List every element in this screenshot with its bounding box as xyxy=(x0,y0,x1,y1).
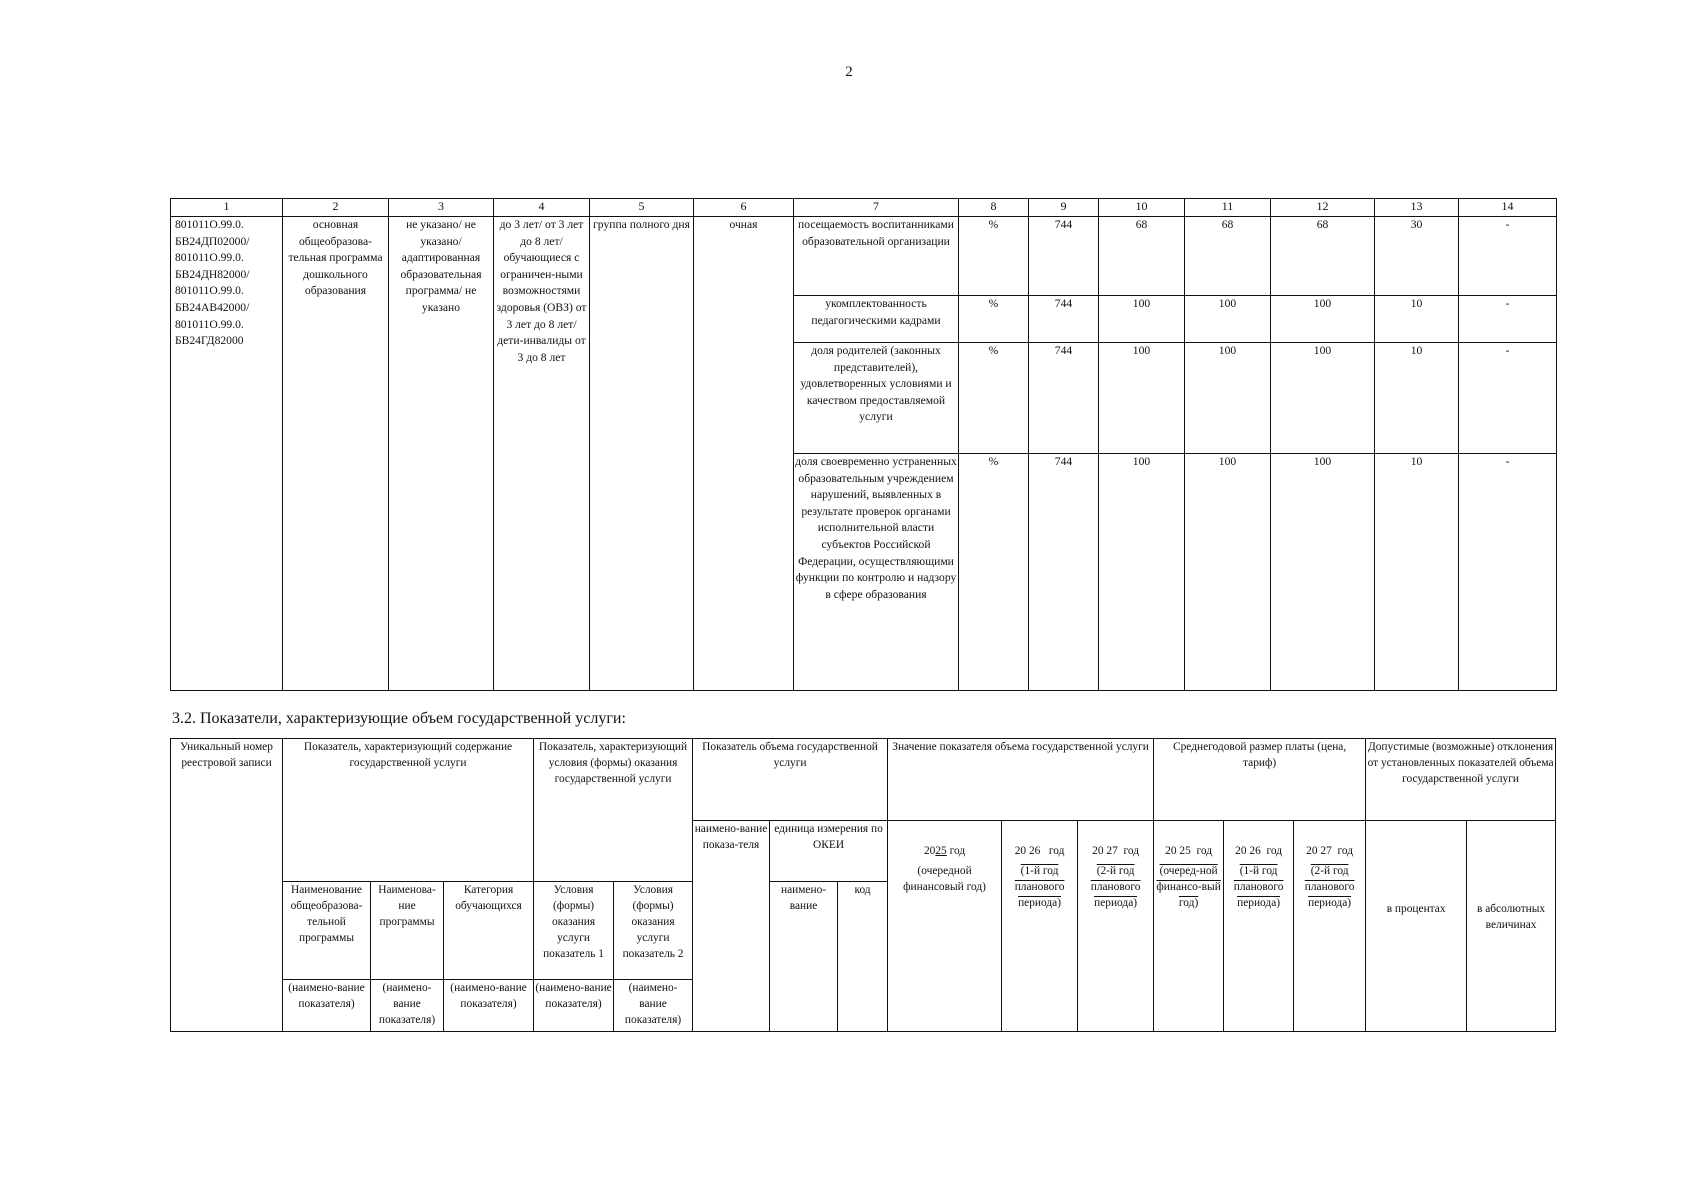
deviation-absolute-label: в абсолютных величинах xyxy=(1476,903,1546,931)
year-note: (2-й год планового периода) xyxy=(1304,865,1355,909)
content-indicator-header: Показатель, характеризующий содержание государственной услуги xyxy=(283,739,534,882)
registry-codes: 801011О.99.0. БВ24ДП02000/ 801011О.99.0. БВ24ДН82000/ 801011О.99.0. БВ24АВ42000/ 801011О.99.0. БВ24ГД82000 xyxy=(171,217,283,691)
conditions-indicator-header: Показатель, характеризующий условия (формы) оказания государственной услуги xyxy=(534,739,693,882)
volume-indicators-table xyxy=(170,738,1556,1032)
value-year1: 100 xyxy=(1099,454,1185,691)
year-value: 26 xyxy=(1249,845,1261,857)
value-year2: 100 xyxy=(1185,343,1271,454)
okei-cell: 744 xyxy=(1029,343,1099,454)
year-prefix: 20 xyxy=(1014,845,1029,857)
condition2-subheader: Условия (формы) оказания услуги показатель 2 xyxy=(614,882,693,980)
program-cell: основная общеобразова-тельная программа дошкольного образования xyxy=(283,217,389,691)
indicator-name-label: (наимено-вание показателя) xyxy=(283,980,371,1032)
col-num-9: 9 xyxy=(1029,199,1099,217)
col-num-6: 6 xyxy=(694,199,794,217)
stay-mode-cell: группа полного дня xyxy=(590,217,694,691)
unit-cell: % xyxy=(959,296,1029,343)
deviation-absolute: - xyxy=(1459,296,1557,343)
year-prefix: 20 xyxy=(1092,845,1107,857)
value-year2: 100 xyxy=(1185,296,1271,343)
value-year1: 68 xyxy=(1099,217,1185,296)
value-year1: 100 xyxy=(1099,296,1185,343)
year-suffix: год xyxy=(1196,845,1213,857)
value-year2-header xyxy=(1002,821,1078,1032)
col-num-2: 2 xyxy=(283,199,389,217)
unit-cell: % xyxy=(959,217,1029,296)
deviation-absolute-header xyxy=(1467,821,1556,1032)
column-number-row xyxy=(171,199,1557,217)
year-value: 25 xyxy=(1179,845,1191,857)
year-value: 26 xyxy=(1028,845,1041,857)
value-group-header: Значение показателя объема государственной услуги xyxy=(888,739,1154,821)
indicator-name: посещаемость воспитанниками образовательной организации xyxy=(794,217,959,296)
indicator-name: укомплектованность педагогическими кадрами xyxy=(794,296,959,343)
table-row xyxy=(171,217,1557,296)
indicator-name: доля родителей (законных представителей), удовлетворенных условиями и качеством предоставляемой услуги xyxy=(794,343,959,454)
value-year3: 100 xyxy=(1271,343,1375,454)
unit-cell: % xyxy=(959,343,1029,454)
section-title: 3.2. Показатели, характеризующие объем государственной услуги: xyxy=(172,710,626,727)
value-year2: 68 xyxy=(1185,217,1271,296)
value-year2: 100 xyxy=(1185,454,1271,691)
value-year3: 68 xyxy=(1271,217,1375,296)
program-name-subheader: Наименова-ние программы xyxy=(371,882,444,980)
program-subheader: Наименование общеобразова-тельной программы xyxy=(283,882,371,980)
col-num-12: 12 xyxy=(1271,199,1375,217)
col-num-8: 8 xyxy=(959,199,1029,217)
form-cell: очная xyxy=(694,217,794,691)
deviation-group-header: Допустимые (возможные) отклонения от установленных показателей объема государственной услуги xyxy=(1366,739,1556,821)
value-year3: 100 xyxy=(1271,454,1375,691)
year-note: (1-й год планового периода) xyxy=(1233,865,1284,909)
deviation-absolute: - xyxy=(1459,454,1557,691)
year-suffix: год xyxy=(1337,845,1354,857)
year-note: (очеред-ной финансо-вый год) xyxy=(1156,865,1221,909)
year-value: 27 xyxy=(1106,845,1118,857)
deviation-percent: 10 xyxy=(1375,454,1459,691)
deviation-absolute: - xyxy=(1459,343,1557,454)
indicator-name: доля своевременно устраненных образовательным учреждением нарушений, выявленных в результате проверок органами исполнительной власти субъектов Российской Федерации, осуществляющими функции по контролю и надзору в сфере образования xyxy=(794,454,959,691)
year-prefix: 20 xyxy=(1306,845,1321,857)
year-suffix: год xyxy=(1048,845,1065,857)
quality-indicators-table xyxy=(170,198,1557,691)
year-suffix: год xyxy=(1123,845,1140,857)
deviation-percent-header xyxy=(1366,821,1467,1032)
year-note: (очередной финансовый год) xyxy=(903,865,986,893)
indicator-name-label: (наимено-вание показателя) xyxy=(444,980,534,1032)
fee-year2-header xyxy=(1224,821,1294,1032)
value-year1-header xyxy=(888,821,1002,1032)
okei-cell: 744 xyxy=(1029,454,1099,691)
col-num-14: 14 xyxy=(1459,199,1557,217)
category-subheader: Категория обучающихся xyxy=(444,882,534,980)
col-num-4: 4 xyxy=(494,199,590,217)
unique-number-header: Уникальный номер реестровой записи xyxy=(171,739,283,1032)
fee-group-header: Среднегодовой размер платы (цена, тариф) xyxy=(1154,739,1366,821)
year-value: 25 xyxy=(935,845,947,857)
year-suffix: год xyxy=(1266,845,1283,857)
page-number: 2 xyxy=(845,64,853,80)
col-num-7: 7 xyxy=(794,199,959,217)
col-num-3: 3 xyxy=(389,199,494,217)
year-prefix: 20 xyxy=(1235,845,1250,857)
okei-name-header: наимено-вание xyxy=(770,882,838,1032)
okei-code-header: код xyxy=(838,882,888,1032)
okei-cell: 744 xyxy=(1029,296,1099,343)
condition1-subheader: Условия (формы) оказания услуги показатель 1 xyxy=(534,882,614,980)
fee-year1-header xyxy=(1154,821,1224,1032)
indicator-name-label: (наимено-вание показателя) xyxy=(371,980,444,1032)
year-value: 27 xyxy=(1320,845,1332,857)
value-year3-header xyxy=(1078,821,1154,1032)
deviation-percent: 30 xyxy=(1375,217,1459,296)
program-type-cell: не указано/ не указано/ адаптированная образовательная программа/ не указано xyxy=(389,217,494,691)
value-year3: 100 xyxy=(1271,296,1375,343)
deviation-absolute: - xyxy=(1459,217,1557,296)
volume-name-header: наимено-вание показа-теля xyxy=(693,821,770,1032)
student-category-cell: до 3 лет/ от 3 лет до 8 лет/ обучающиеся с ограничен-ными возможностями здоровья (ОВЗ) от 3 лет до 8 лет/ дети-инвалиды от 3 до 8 лет xyxy=(494,217,590,691)
volume-indicator-header: Показатель объема государственной услуги xyxy=(693,739,888,821)
indicator-name-label: (наимено-вание показателя) xyxy=(534,980,614,1032)
deviation-percent: 10 xyxy=(1375,343,1459,454)
year-prefix: 20 xyxy=(923,845,936,857)
year-prefix: 20 xyxy=(1165,845,1180,857)
col-num-13: 13 xyxy=(1375,199,1459,217)
value-year1: 100 xyxy=(1099,343,1185,454)
deviation-percent-label: в процентах xyxy=(1386,903,1446,915)
okei-unit-header: единица измерения по ОКЕИ xyxy=(770,821,888,882)
fee-year3-header xyxy=(1294,821,1366,1032)
year-note: (2-й год планового периода) xyxy=(1090,865,1141,909)
okei-cell: 744 xyxy=(1029,217,1099,296)
year-suffix: год xyxy=(949,845,966,857)
indicator-name-label: (наимено-вание показателя) xyxy=(614,980,693,1032)
col-num-5: 5 xyxy=(590,199,694,217)
unit-cell: % xyxy=(959,454,1029,691)
col-num-10: 10 xyxy=(1099,199,1185,217)
deviation-percent: 10 xyxy=(1375,296,1459,343)
col-num-1: 1 xyxy=(171,199,283,217)
col-num-11: 11 xyxy=(1185,199,1271,217)
year-note: (1-й год планового периода) xyxy=(1014,865,1065,909)
